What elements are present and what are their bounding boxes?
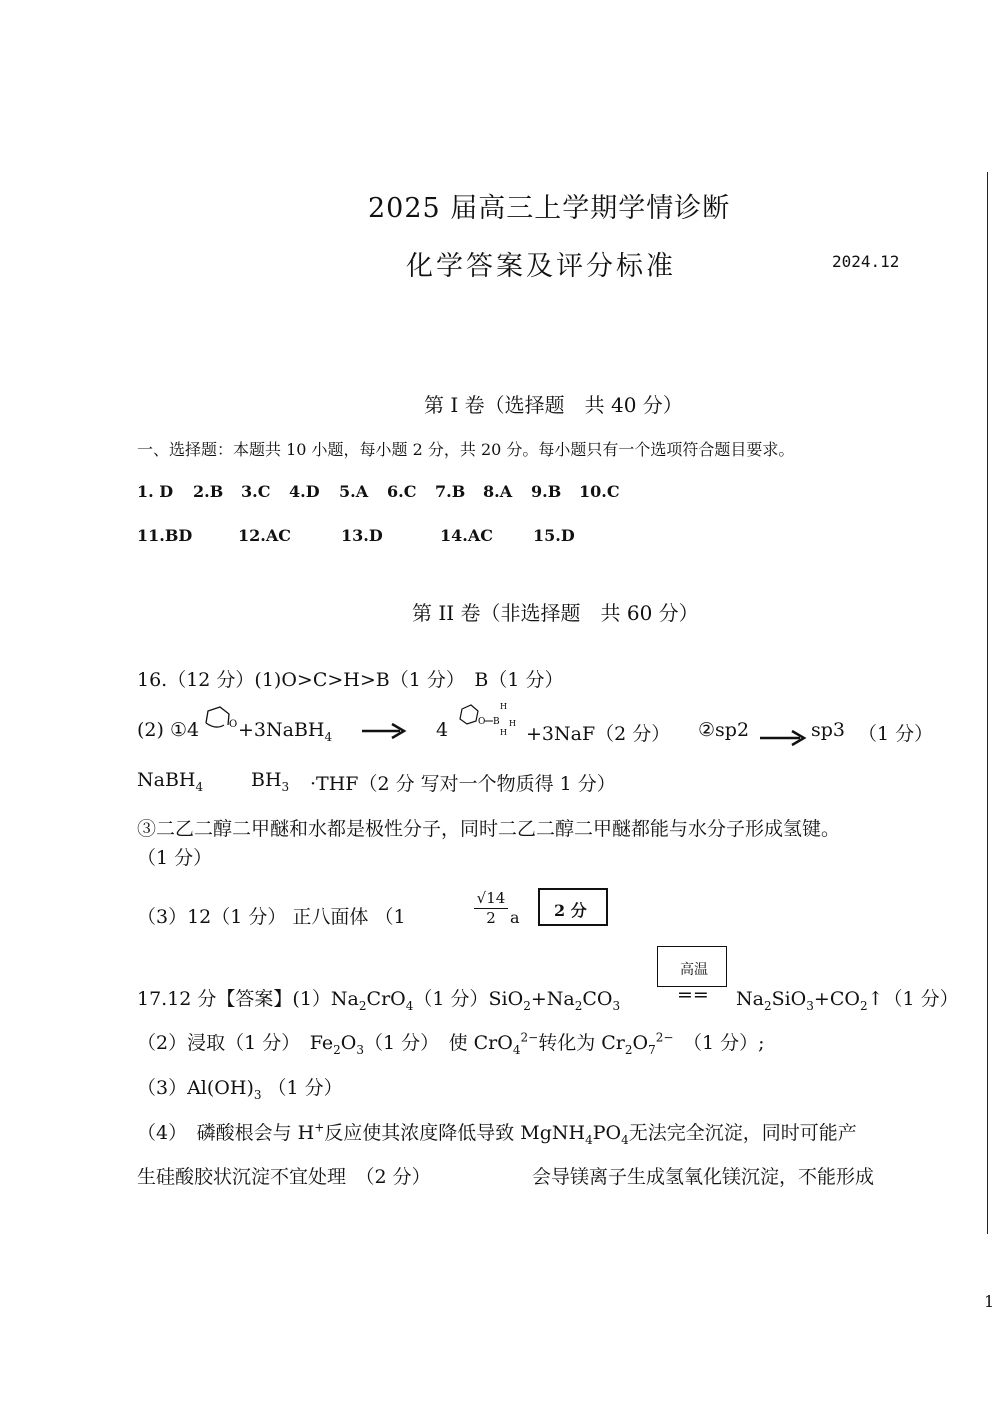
mol-atom-h: H xyxy=(500,728,507,737)
text-run: CrO xyxy=(366,988,406,1010)
mol-atom-h: H xyxy=(509,719,516,728)
text-run: （1 分） 使 CrO xyxy=(363,1032,513,1054)
text-run: ↑（1 分） xyxy=(867,988,959,1010)
q17-line-5a: 生硅酸胶状沉淀不宜处理 （2 分） xyxy=(137,1166,431,1188)
answer-item: 2.B xyxy=(193,482,224,501)
page-title: 2025 届高三上学期学情诊断 xyxy=(368,193,731,224)
condition-label: 高温 xyxy=(680,962,708,978)
formula-text: BH xyxy=(251,769,282,791)
q16-line-4: ③二乙二醇二甲醚和水都是极性分子，同时二乙二醇二甲醚都能与水分子形成氢键。 xyxy=(137,818,841,840)
page-right-border xyxy=(987,172,988,1234)
text-run: Na xyxy=(736,988,764,1010)
text-run: O xyxy=(340,1032,357,1054)
subscript: 2 xyxy=(624,1042,633,1057)
q16-hyb-a: ②sp2 xyxy=(698,719,750,741)
answer-item: 5.A xyxy=(339,482,369,501)
exam-date: 2024.12 xyxy=(832,252,900,271)
reaction-arrow-icon xyxy=(362,722,406,740)
q16-line-3c: ·THF（2 分 写对一个物质得 1 分） xyxy=(310,773,616,795)
answer-item: 7.B xyxy=(435,482,466,501)
text-run: （1 分）; xyxy=(692,1032,765,1054)
text-run: SiO xyxy=(771,988,807,1010)
q17-line-4 xyxy=(137,1118,857,1147)
score-box-label: 2 分 xyxy=(554,901,587,920)
q16-eq-coef: 4 xyxy=(436,719,449,741)
subscript: 3 xyxy=(806,998,814,1013)
text-run: 转化为 Cr xyxy=(538,1032,625,1054)
page-number: 1 xyxy=(984,1292,994,1311)
text-run: （4） 磷酸根会与 H xyxy=(137,1122,315,1144)
text-run: +CO xyxy=(813,988,860,1010)
q17-equals-sign: == xyxy=(677,984,709,1006)
subscript: 4 xyxy=(195,779,204,794)
answers-row-1 xyxy=(137,482,620,501)
answer-item: 14.AC xyxy=(440,526,493,545)
subscript: 2 xyxy=(333,1042,341,1057)
subscript: 2 xyxy=(763,998,772,1013)
text-run: 反应使其浓度降低导致 MgNH xyxy=(324,1122,586,1144)
subscript: 4 xyxy=(405,998,414,1013)
answer-item: 8.A xyxy=(483,482,513,501)
answer-item: 13.D xyxy=(341,526,383,545)
text-run: PO xyxy=(592,1122,622,1144)
answer-item: 11.BD xyxy=(137,526,193,545)
q16-eq-start: (2) ①4 xyxy=(137,719,200,741)
text-run: 17.12 分【答案】(1）Na xyxy=(137,988,359,1010)
q16-eq-product: +3NaF（2 分） xyxy=(526,723,671,745)
q16-line-3a xyxy=(137,769,203,794)
answers-row-2 xyxy=(137,526,575,545)
part1-heading: 第 I 卷（选择题 共 40 分） xyxy=(424,393,683,417)
text-run: +Na xyxy=(530,988,575,1010)
text-run: （1 分）SiO xyxy=(413,988,524,1010)
text-run: O xyxy=(632,1032,649,1054)
page-subtitle: 化学答案及评分标准 xyxy=(406,251,676,282)
answer-item: 9.B xyxy=(531,482,562,501)
answer-item: 6.C xyxy=(387,482,417,501)
subscript: 2 xyxy=(523,998,531,1013)
fraction-variable: a xyxy=(510,908,520,927)
answer-item: 12.AC xyxy=(238,526,291,545)
answer-item: 4.D xyxy=(289,482,320,501)
mol-atom-o: O xyxy=(478,717,486,727)
superscript: 2− xyxy=(655,1030,674,1045)
subscript: 4 xyxy=(621,1132,629,1147)
text-run: 无法完全沉淀，同时可能产 xyxy=(628,1122,857,1144)
hybridization-arrow-icon xyxy=(760,729,806,747)
fraction-numerator: √14 xyxy=(474,889,508,909)
thf-ring-icon xyxy=(202,703,242,733)
q16-line-3b xyxy=(251,769,289,794)
q16-line-5: （1 分） xyxy=(137,847,213,869)
q17-line-5b: 会导镁离子生成氢氧化镁沉淀，不能形成 xyxy=(532,1166,875,1188)
subscript: 3 xyxy=(281,779,290,794)
subscript: 2 xyxy=(574,998,583,1013)
q16-eq-reactant xyxy=(238,719,332,744)
subscript: 3 xyxy=(356,1042,364,1057)
q17-line-1-products xyxy=(736,984,959,1013)
part1-instruction: 一、选择题：本题共 10 小题，每小题 2 分，共 20 分。每小题只有一个选项符合题目要求。 xyxy=(137,440,795,459)
formula-text: NaBH xyxy=(137,769,196,791)
fraction-expression xyxy=(474,889,508,927)
superscript: 2− xyxy=(520,1030,539,1045)
answer-item: 15.D xyxy=(533,526,575,545)
subscript: 3 xyxy=(612,998,621,1013)
text-run: （2）浸取（1 分） Fe xyxy=(137,1032,334,1054)
formula-text: +3NaBH xyxy=(238,719,325,741)
part2-heading: 第 II 卷（非选择题 共 60 分） xyxy=(412,601,699,625)
mol-atom-o: O xyxy=(229,719,238,730)
q16-line-6: （3）12（1 分） 正八面体 （1 xyxy=(137,906,406,928)
q17-line-1 xyxy=(137,984,620,1013)
subscript: 2 xyxy=(358,998,367,1013)
subscript: 4 xyxy=(585,1132,593,1147)
q16-hyb-b: sp3 xyxy=(811,719,846,741)
subscript: 2 xyxy=(859,998,868,1013)
fraction-denominator: 2 xyxy=(486,909,496,927)
answer-item: 10.C xyxy=(579,482,620,501)
text-run: （1 分） xyxy=(267,1077,343,1099)
condition-box xyxy=(657,946,727,987)
mol-atom-h: H xyxy=(500,702,507,711)
subscript: 3 xyxy=(253,1087,262,1102)
subscript: 4 xyxy=(512,1042,521,1057)
subscript: 4 xyxy=(324,729,333,744)
q17-line-3 xyxy=(137,1073,343,1102)
answer-item: 3.C xyxy=(241,482,271,501)
thf-borane-molecule-icon xyxy=(456,697,522,739)
answer-item: 1. D xyxy=(137,482,174,501)
q17-line-2 xyxy=(137,1028,764,1057)
superscript: + xyxy=(314,1120,325,1135)
text-run: CO xyxy=(582,988,613,1010)
q16-hyb-score: （1 分） xyxy=(858,723,934,745)
q16-line-1: 16.（12 分）(1)O>C>H>B（1 分） B（1 分） xyxy=(137,669,564,691)
text-run: （3）Al(OH) xyxy=(137,1077,254,1099)
mol-atom-b: B xyxy=(493,717,500,727)
score-box xyxy=(538,888,608,926)
subscript: 7 xyxy=(648,1042,656,1057)
